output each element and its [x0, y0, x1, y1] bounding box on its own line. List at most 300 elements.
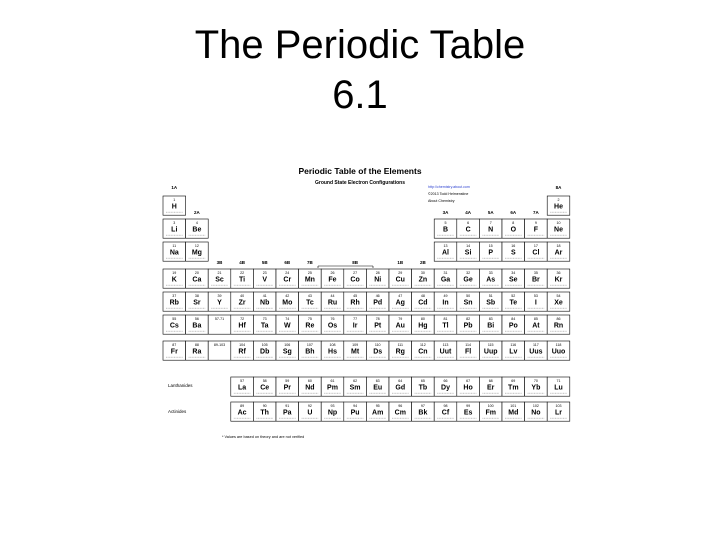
- element-cell: [186, 219, 209, 238]
- atomic-number: 112: [420, 343, 426, 347]
- group-label: 1A: [171, 185, 178, 190]
- element-cell: [434, 269, 457, 288]
- element-cell: [299, 377, 322, 396]
- element-cell: [344, 402, 367, 421]
- atomic-number: 67: [466, 379, 471, 383]
- element-symbol: Ba: [192, 322, 202, 330]
- element-symbol: Kr: [554, 276, 563, 284]
- element-symbol: Hs: [328, 348, 337, 356]
- element-cell: [389, 315, 412, 334]
- element-symbol: V: [262, 276, 268, 284]
- element-symbol: Cs: [169, 322, 179, 330]
- atomic-number: 10: [556, 221, 561, 225]
- atomic-number: 54: [556, 294, 561, 298]
- element-cell: [434, 377, 457, 396]
- element-cell: [163, 269, 186, 288]
- atomic-number: 1: [173, 198, 176, 202]
- element-cell: [186, 341, 209, 360]
- element-symbol: Db: [260, 348, 270, 356]
- element-symbol: Po: [508, 322, 518, 330]
- element-symbol: Fl: [464, 348, 472, 356]
- atomic-number: 12: [194, 244, 199, 248]
- element-symbol: Th: [260, 409, 269, 417]
- element-cell: [412, 292, 435, 311]
- element-symbol: Bk: [418, 409, 428, 417]
- element-symbol: Ho: [463, 384, 473, 392]
- element-symbol: Es: [463, 409, 473, 417]
- atomic-number: 113: [442, 343, 449, 347]
- element-cell: [276, 341, 299, 360]
- element-symbol: Rb: [169, 299, 179, 307]
- group-label: 7B: [307, 260, 313, 265]
- atomic-number: 58: [262, 379, 267, 383]
- element-cell: [253, 269, 276, 288]
- element-symbol: Sg: [282, 348, 292, 356]
- element-cell: [502, 377, 525, 396]
- element-cell: [344, 269, 367, 288]
- atomic-number: 106: [284, 343, 291, 347]
- element-symbol: Uup: [483, 348, 498, 356]
- element-symbol: Sc: [215, 276, 224, 284]
- element-symbol: No: [531, 409, 541, 417]
- element-symbol: Cf: [441, 409, 450, 417]
- element-symbol: Tl: [442, 322, 449, 330]
- element-symbol: Rg: [395, 348, 405, 356]
- element-symbol: Pr: [283, 384, 292, 392]
- group-label: 5A: [487, 210, 494, 215]
- atomic-number: 99: [466, 404, 471, 408]
- atomic-number: 53: [533, 294, 538, 298]
- element-symbol: Y: [217, 299, 222, 307]
- element-cell: [344, 315, 367, 334]
- element-symbol: Hf: [238, 322, 246, 330]
- atomic-number: 55: [172, 317, 177, 321]
- atomic-number: 73: [262, 317, 267, 321]
- element-symbol: Re: [305, 322, 315, 330]
- element-cell: [547, 269, 570, 288]
- element-cell: [208, 341, 231, 360]
- element-symbol: Mg: [191, 249, 202, 257]
- atomic-number: 64: [398, 379, 403, 383]
- atomic-number: 19: [172, 271, 177, 275]
- atomic-number: 3: [173, 221, 176, 225]
- group-label: 3A: [442, 210, 449, 215]
- element-symbol: Tm: [508, 384, 519, 392]
- element-symbol: Mt: [351, 348, 360, 356]
- atomic-number: 16: [511, 244, 516, 248]
- element-symbol: Np: [327, 409, 338, 417]
- element-symbol: Be: [192, 226, 202, 234]
- group-label: 5B: [261, 260, 268, 265]
- atomic-number: 111: [397, 343, 404, 347]
- element-cell: [434, 219, 457, 238]
- element-cell: [366, 269, 389, 288]
- atomic-number: 31: [443, 271, 448, 275]
- atomic-number: 30: [420, 271, 425, 275]
- element-cell: [163, 315, 186, 334]
- element-cell: [479, 315, 502, 334]
- atomic-number: 11: [172, 244, 177, 248]
- element-symbol: In: [442, 299, 449, 307]
- element-symbol: Lu: [554, 384, 563, 392]
- element-cell: [502, 341, 525, 360]
- element-cell: [231, 292, 254, 311]
- atomic-number: 118: [555, 343, 562, 347]
- atomic-number: 26: [330, 271, 335, 275]
- element-symbol: Sb: [486, 299, 496, 307]
- atomic-number: 42: [285, 294, 290, 298]
- element-symbol: Rf: [238, 348, 246, 356]
- element-symbol: Si: [464, 249, 472, 257]
- atomic-number: 107: [306, 343, 313, 347]
- element-cell: [525, 292, 548, 311]
- element-symbol: Ta: [260, 322, 269, 330]
- element-symbol: Bh: [305, 348, 315, 356]
- element-symbol: Yb: [531, 384, 541, 392]
- element-cell: [412, 402, 435, 421]
- element-cell: [502, 402, 525, 421]
- element-symbol: Pd: [373, 299, 383, 307]
- element-symbol: Xe: [554, 299, 563, 307]
- element-symbol: Uut: [439, 348, 452, 356]
- element-symbol: Na: [169, 249, 179, 257]
- slide-subtitle-number: 6.1: [332, 73, 388, 117]
- element-cell: [457, 377, 480, 396]
- atomic-number: 27: [353, 271, 358, 275]
- element-cell: [525, 377, 548, 396]
- group-label: 2A: [194, 210, 200, 215]
- element-symbol: C: [465, 226, 471, 234]
- element-cell: [276, 315, 299, 334]
- element-symbol: Tb: [418, 384, 428, 392]
- element-symbol: Zn: [418, 276, 428, 284]
- element-cell: [163, 196, 186, 215]
- atomic-number: 4: [195, 221, 198, 225]
- element-symbol: N: [488, 226, 494, 234]
- atomic-number: 28: [375, 271, 380, 275]
- atomic-number: 25: [307, 271, 312, 275]
- element-cell: [321, 341, 344, 360]
- element-symbol: At: [532, 322, 540, 330]
- element-cell: [366, 377, 389, 396]
- group-label: 8A: [555, 185, 562, 190]
- element-symbol: Ac: [237, 409, 247, 417]
- atomic-number: 92: [307, 404, 312, 408]
- element-cell: [457, 292, 480, 311]
- atomic-number: 56: [194, 317, 199, 321]
- atomic-number: 37: [172, 294, 177, 298]
- atomic-number: 49: [443, 294, 448, 298]
- atomic-number: 46: [375, 294, 380, 298]
- element-cell: [253, 341, 276, 360]
- element-symbol: K: [171, 276, 177, 284]
- element-cell: [208, 269, 231, 288]
- element-cell: [457, 315, 480, 334]
- atomic-number: 23: [262, 271, 267, 275]
- element-cell: [389, 269, 412, 288]
- atomic-number: 8: [512, 221, 515, 225]
- element-cell: [547, 242, 570, 261]
- element-cell: [321, 402, 344, 421]
- element-cell: [434, 341, 457, 360]
- group-label: 4A: [465, 210, 471, 215]
- element-cell: [525, 341, 548, 360]
- element-cell: [479, 402, 502, 421]
- element-symbol: Pt: [374, 322, 382, 330]
- atomic-number: 81: [443, 317, 448, 321]
- atomic-number: 34: [511, 271, 516, 275]
- credit-link[interactable]: http://chemistry.about.com: [428, 185, 470, 189]
- element-symbol: Ca: [192, 276, 202, 284]
- element-cell: [231, 377, 254, 396]
- atomic-number: 70: [533, 379, 538, 383]
- element-cell: [502, 315, 525, 334]
- element-cell: [434, 315, 457, 334]
- element-symbol: Mo: [282, 299, 293, 307]
- element-cell: [231, 341, 254, 360]
- credit-site: About Chemistry: [428, 199, 455, 203]
- element-symbol: Ce: [260, 384, 270, 392]
- atomic-number: 83: [488, 317, 493, 321]
- atomic-number: 108: [329, 343, 336, 347]
- group-label: 6B: [284, 260, 291, 265]
- element-symbol: Ge: [463, 276, 473, 284]
- atomic-number: 117: [533, 343, 539, 347]
- element-cell: [321, 377, 344, 396]
- group-label: 7A: [533, 210, 539, 215]
- element-symbol: Zr: [238, 299, 246, 307]
- element-cell: [502, 219, 525, 238]
- element-cell: [525, 402, 548, 421]
- element-cell: [479, 341, 502, 360]
- group-label: 2B: [420, 260, 426, 265]
- element-cell: [412, 377, 435, 396]
- element-cell: [547, 377, 570, 396]
- atomic-number: 66: [443, 379, 448, 383]
- element-cell: [412, 341, 435, 360]
- element-cell: [208, 292, 231, 311]
- element-cell: [321, 292, 344, 311]
- atomic-number: 35: [533, 271, 538, 275]
- element-cell: [163, 341, 186, 360]
- element-symbol: Cl: [532, 249, 540, 257]
- element-symbol: O: [510, 226, 517, 234]
- element-cell: [457, 269, 480, 288]
- element-symbol: Lr: [555, 409, 562, 417]
- element-symbol: Os: [327, 322, 338, 330]
- element-cell: [186, 315, 209, 334]
- element-cell: [547, 292, 570, 311]
- element-cell: [412, 269, 435, 288]
- atomic-number: 72: [240, 317, 245, 321]
- element-cell: [547, 402, 570, 421]
- atomic-number: 18: [556, 244, 561, 248]
- figure-heading: Periodic Table of the Elements: [298, 166, 422, 176]
- element-symbol: Li: [171, 226, 178, 234]
- element-cell: [231, 269, 254, 288]
- element-cell: [457, 219, 480, 238]
- element-cell: [479, 242, 502, 261]
- element-symbol: Cn: [418, 348, 428, 356]
- atomic-number: 45: [353, 294, 358, 298]
- element-cell: [231, 402, 254, 421]
- element-symbol: W: [283, 322, 291, 330]
- element-cell: [299, 315, 322, 334]
- element-cell: [366, 292, 389, 311]
- element-symbol: Pa: [283, 409, 292, 417]
- element-cell: [389, 402, 412, 421]
- atomic-number: 77: [353, 317, 358, 321]
- element-symbol: Sr: [193, 299, 201, 307]
- atomic-number: 85: [533, 317, 538, 321]
- element-symbol: Ir: [352, 322, 358, 330]
- atomic-number: 105: [261, 343, 268, 347]
- element-symbol: Bi: [487, 322, 495, 330]
- element-symbol: Nb: [260, 299, 270, 307]
- atomic-number: 102: [532, 404, 539, 408]
- group-label: 6A: [510, 210, 517, 215]
- atomic-number: 2: [557, 198, 560, 202]
- atomic-number: 51: [488, 294, 493, 298]
- element-symbol: Fe: [328, 276, 337, 284]
- element-cell: [525, 315, 548, 334]
- atomic-number: 75: [307, 317, 312, 321]
- element-cell: [344, 292, 367, 311]
- atomic-number: 40: [240, 294, 245, 298]
- atomic-number: 57-71: [214, 317, 225, 321]
- element-cell: [389, 341, 412, 360]
- element-cell: [457, 402, 480, 421]
- element-symbol: Nd: [305, 384, 315, 392]
- atomic-number: 84: [511, 317, 516, 321]
- atomic-number: 59: [285, 379, 290, 383]
- element-cell: [434, 242, 457, 261]
- element-cell: [547, 315, 570, 334]
- element-symbol: Cd: [418, 299, 428, 307]
- atomic-number: 71: [556, 379, 561, 383]
- element-symbol: As: [486, 276, 496, 284]
- atomic-number: 100: [487, 404, 494, 408]
- element-cell: [344, 341, 367, 360]
- element-symbol: Ni: [374, 276, 382, 284]
- atomic-number: 79: [398, 317, 403, 321]
- element-symbol: Cu: [395, 276, 405, 284]
- atomic-number: 93: [330, 404, 335, 408]
- atomic-number: 29: [398, 271, 403, 275]
- atomic-number: 104: [239, 343, 246, 347]
- atomic-number: 62: [353, 379, 358, 383]
- element-cell: [457, 242, 480, 261]
- element-cell: [231, 315, 254, 334]
- atomic-number: 43: [307, 294, 312, 298]
- element-symbol: Te: [509, 299, 518, 307]
- atomic-number: 39: [217, 294, 222, 298]
- element-symbol: Cm: [394, 409, 406, 417]
- element-cell: [502, 292, 525, 311]
- atomic-number: 22: [240, 271, 245, 275]
- atomic-number: 95: [375, 404, 380, 408]
- element-symbol: Sn: [463, 299, 473, 307]
- element-symbol: Gd: [395, 384, 406, 392]
- element-cell: [186, 269, 209, 288]
- atomic-number: 48: [420, 294, 425, 298]
- element-symbol: Cr: [283, 276, 292, 284]
- element-cell: [186, 242, 209, 261]
- element-symbol: Au: [395, 322, 405, 330]
- element-cell: [253, 292, 276, 311]
- element-cell: [525, 219, 548, 238]
- element-symbol: Er: [486, 384, 495, 392]
- element-cell: [412, 315, 435, 334]
- element-cell: [299, 269, 322, 288]
- element-cell: [299, 402, 322, 421]
- element-symbol: Al: [442, 249, 449, 257]
- element-symbol: Mn: [304, 276, 315, 284]
- atomic-number: 109: [352, 343, 359, 347]
- element-cell: [366, 315, 389, 334]
- atomic-number: 89: [240, 404, 245, 408]
- element-symbol: B: [442, 226, 449, 234]
- element-symbol: Lv: [509, 348, 518, 356]
- element-cell: [186, 292, 209, 311]
- element-symbol: Rh: [350, 299, 360, 307]
- element-cell: [547, 219, 570, 238]
- atomic-number: 15: [488, 244, 493, 248]
- atomic-number: 86: [556, 317, 561, 321]
- element-symbol: Ar: [554, 249, 563, 257]
- element-cell: [547, 196, 570, 215]
- element-cell: [299, 292, 322, 311]
- atomic-number: 44: [330, 294, 335, 298]
- atomic-number: 60: [307, 379, 312, 383]
- element-symbol: Fr: [170, 348, 178, 356]
- element-symbol: Ti: [239, 276, 246, 284]
- atomic-number: 20: [194, 271, 199, 275]
- atomic-number: 33: [488, 271, 493, 275]
- atomic-number: 52: [511, 294, 516, 298]
- element-cell: [276, 402, 299, 421]
- element-cell: [525, 242, 548, 261]
- atomic-number: 21: [217, 271, 222, 275]
- element-cell: [276, 269, 299, 288]
- element-cell: [321, 269, 344, 288]
- element-cell: [276, 292, 299, 311]
- element-cell: [366, 341, 389, 360]
- atomic-number: 38: [194, 294, 199, 298]
- element-symbol: Sm: [349, 384, 361, 392]
- atomic-number: 7: [489, 221, 492, 225]
- atomic-number: 68: [488, 379, 493, 383]
- credit-author: ©2013 Todd Helmenstine: [428, 192, 469, 196]
- element-symbol: U: [307, 409, 313, 417]
- element-symbol: Uus: [529, 348, 543, 356]
- group-label: 4B: [239, 260, 245, 265]
- atomic-number: 103: [555, 404, 562, 408]
- element-cell: [253, 402, 276, 421]
- atomic-number: 90: [262, 404, 267, 408]
- element-symbol: S: [510, 249, 516, 257]
- element-cell: [502, 242, 525, 261]
- element-symbol: Dy: [441, 384, 450, 392]
- atomic-number: 115: [487, 343, 494, 347]
- element-cell: [479, 269, 502, 288]
- element-symbol: Ru: [327, 299, 338, 307]
- element-symbol: Fm: [485, 409, 496, 417]
- element-cell: [389, 377, 412, 396]
- atomic-number: 65: [420, 379, 425, 383]
- group-label: 8B: [352, 260, 358, 265]
- element-symbol: Rn: [553, 322, 564, 330]
